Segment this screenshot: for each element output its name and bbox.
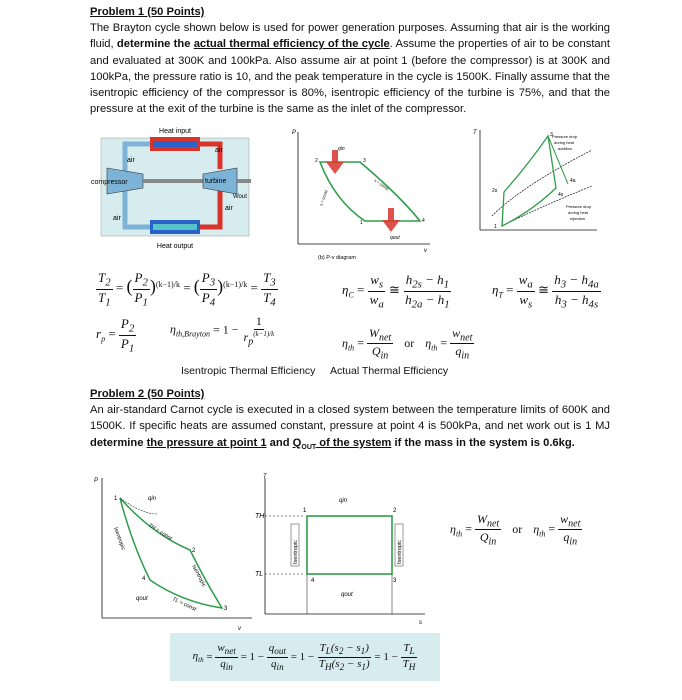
isentropic-efficiency-label: Isentropic Thermal Efficiency <box>181 365 316 377</box>
carnot-ts-q-in: qin <box>339 498 348 504</box>
carnot-pv-q-in: qin <box>148 496 157 502</box>
carnot-pv-point-4: 4 <box>142 576 146 582</box>
pv-point-2: 2 <box>315 158 318 164</box>
carnot-efficiency-right: $\eta_{th}$ = $\frac{W_{net}}{Q_{in}}$ or $\eta_{th}$ = $\frac{w_{net}}{q_{in}}$ <box>450 512 581 548</box>
actual-efficiency: $\eta_{th}$ = $\frac{W_{net}}{Q_{in}}$ or $\eta_{th}$ = $\frac{w_{net}}{q_{in}}$ <box>342 326 473 362</box>
ts-note-bot-2: during heat <box>568 210 589 215</box>
or-text-2: or <box>512 521 523 536</box>
carnot-pv-isentropic-right: Isentropic <box>190 564 207 589</box>
carnot-ts-th: TH <box>255 513 265 520</box>
compressor-efficiency: $\eta_C$ = $\frac{w_s}{w_a}$ ≅ $\frac{h_{2s} - h_1}{h_{2a} - h_1}$ <box>342 272 450 311</box>
carnot-pv-tl-const: TL = const <box>171 596 198 613</box>
or-text-1: or <box>404 335 415 350</box>
ts-axis-t: T <box>473 130 477 136</box>
ts-note-top-2: during heat <box>554 140 575 145</box>
pv-s-const-right: s = const. <box>373 177 391 192</box>
air-label-4: air <box>113 215 121 222</box>
turbine-efficiency: $\eta_T$ = $\frac{w_a}{w_s}$ ≅ $\frac{h_3 - h_{4a}}{h_3 - h_{4s}}$ <box>492 272 599 311</box>
problem1-heading: Problem 1 (50 Points) <box>90 6 205 18</box>
carnot-pv-cycle <box>120 498 222 608</box>
carnot-pv-diagram <box>92 474 257 634</box>
carnot-ts-axis-t: T <box>263 474 267 480</box>
ts-note-top-3: addition <box>558 146 573 151</box>
carnot-pv-point-1: 1 <box>114 496 118 502</box>
air-label-1: air <box>127 157 135 164</box>
pv-axis-p: P <box>292 130 297 136</box>
pv-point-1: 1 <box>360 220 363 226</box>
problem1-block <box>90 4 610 117</box>
eta-t-symbol: $\eta_T$ <box>492 282 503 300</box>
carnot-ts-tl: TL <box>255 571 264 578</box>
pv-q-out: qout <box>390 235 400 241</box>
w-out-label: Wout <box>233 194 247 200</box>
compressor-label: compressor <box>91 179 128 186</box>
exponent-1: (k−1)/k <box>155 279 180 289</box>
ts-point-4s: 4s <box>558 192 564 198</box>
ts-note-bot-1: Pressure drop <box>566 204 592 209</box>
carnot-pv-isentropic-left: Isentropic <box>112 526 126 552</box>
carnot-pv-point-3: 3 <box>224 606 228 612</box>
brayton-pv-diagram <box>290 126 440 261</box>
carnot-pv-th-const: TH = const <box>146 522 173 542</box>
carnot-efficiency-bottom: $\eta_{th}$ = $\frac{w_{net}}{q_{in}}$ = 1 − $\frac{q_{out}}{q_{in}}$ = 1 − $\frac{T_L(s_2 - s_1)}{T_H(s_2 - s_1)}$ = 1 − $\frac{T_L}{T_H}$ <box>170 633 440 681</box>
carnot-ts-point-2: 2 <box>393 508 397 514</box>
ts-note-bot-3: rejection <box>570 216 586 221</box>
pv-caption: (b) P-v diagram <box>318 255 356 261</box>
carnot-pv-axis-v: v <box>238 626 241 632</box>
carnot-ts-cycle <box>307 516 392 574</box>
eta-c-symbol: $\eta_C$ <box>342 282 354 300</box>
pv-s-const-left: s = const. <box>318 188 329 207</box>
ts-point-2s: 2s <box>492 188 498 194</box>
isentropic-relation: $\frac{T_2}{T_1}$ = ( $\frac{P_2}{P_1}$ )$^{(k-1)/k}$ = ( $\frac{P_3}{P_4}$ )$^{(k-1)/k}$ = $\frac{T_3}{T_4}$ <box>98 270 276 309</box>
carnot-pv-point-2: 2 <box>192 548 196 554</box>
brayton-ts-diagram <box>472 126 602 238</box>
turbine-label: turbine <box>205 178 227 185</box>
ts-point-4a: 4a <box>570 178 576 184</box>
pv-axis-v: v <box>424 248 427 254</box>
actual-efficiency-label: Actual Thermal Efficiency <box>330 365 449 377</box>
ts-note-top-1: Pressure drop <box>552 134 578 139</box>
carnot-ts-isentropic-right: Isentropic <box>397 540 403 564</box>
carnot-ts-axis-s: s <box>419 620 422 626</box>
carnot-ts-q-out: qout <box>341 592 353 598</box>
carnot-ts-point-1: 1 <box>303 508 307 514</box>
ts-point-1: 1 <box>494 224 497 230</box>
exponent-2: (k−1)/k <box>223 279 248 289</box>
brayton-schematic <box>91 124 255 256</box>
ts-point-3: 3 <box>550 132 553 138</box>
heat-input-label: Heat input <box>159 128 191 135</box>
air-label-2: air <box>215 147 223 154</box>
carnot-ts-isentropic-left: Isentropic <box>293 540 299 564</box>
carnot-ts-diagram <box>255 474 430 624</box>
problem2-block <box>90 386 610 456</box>
carnot-pv-axis-p: P <box>94 478 99 484</box>
problem2-text: An air-standard Carnot cycle is executed in a closed system between the temperature limits of 600K and 1500K. If specific heats are assumed constant, pressure at point 4 is 500kPa, and net work out is 1 MJ determine the pressure at point 1 and $Q_{OUT}$ of the system if the mass in the system is 0.6kg. <box>90 404 610 451</box>
pv-q-in: qin <box>338 146 345 152</box>
problem1-text: The Brayton cycle shown below is used for power generation purposes. Assuming that air is the working fluid, determine the actual thermal efficiency of the cycle. Assume the properties of air to be constant and evaluated at 300K and 100kPa. Also assume air at point 1 (before the compressor) is at 300K and 100kPa, the pressure ratio is 10, and the peak temperature in the cycle is 1500K. Finally assume that the isentropic efficiency of the compressor is 80%, isentropic efficiency of the turbine is 75%, and that the pressure at the exit of the turbine is the same as the inlet of the compressor. <box>90 22 610 116</box>
pv-point-4: 4 <box>422 218 425 224</box>
carnot-pv-q-out: qout <box>136 596 148 602</box>
ts-cycle <box>502 136 556 226</box>
problem2-heading: Problem 2 (50 Points) <box>90 388 205 400</box>
brayton-efficiency: $\eta_{th,Brayton} = 1$ − $\frac{1}{r_p^{(k-1)/k}}$ <box>170 314 275 348</box>
air-label-3: air <box>225 205 233 212</box>
carnot-ts-point-4: 4 <box>311 578 315 584</box>
carnot-ts-point-3: 3 <box>393 578 397 584</box>
pressure-ratio: $r_p$ = $\frac{P_2}{P_1}$ <box>96 316 135 355</box>
pv-point-3: 3 <box>363 158 366 164</box>
heat-output-label: Heat output <box>156 243 194 250</box>
